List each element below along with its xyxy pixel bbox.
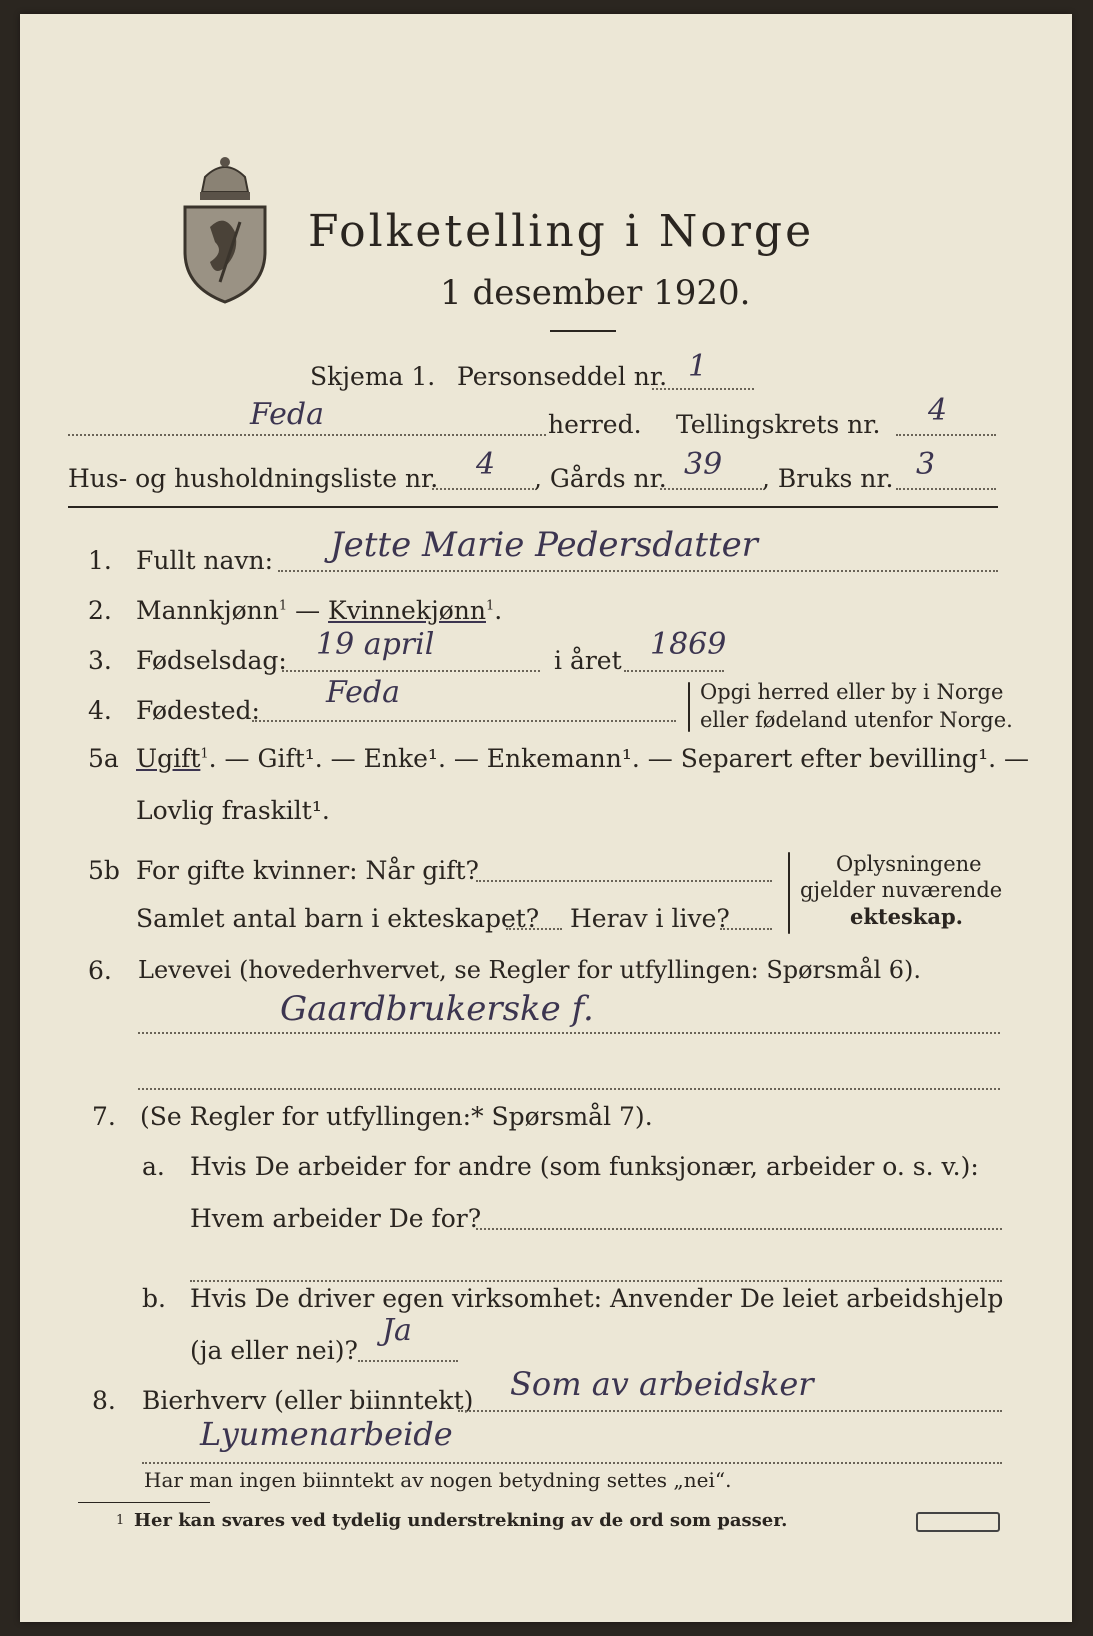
q8-value1[interactable]: Som av arbeidsker (510, 1365, 814, 1403)
q3-number: 3. (88, 646, 112, 675)
hus-value[interactable]: 4 (476, 447, 496, 482)
norwegian-coat-of-arms-icon (180, 152, 270, 307)
q7b-answer-line (358, 1360, 458, 1362)
q5b-note-brace (788, 852, 790, 934)
census-form-page (20, 14, 1072, 1622)
q8-number: 8. (92, 1386, 116, 1415)
q8-note: Har man ingen biinntekt av nogen betydning settes „nei“. (144, 1468, 732, 1492)
q5b-alive-line (720, 928, 772, 930)
q4-value[interactable]: Feda (326, 675, 401, 710)
tellingskrets-label: Tellingskrets nr. (676, 410, 881, 439)
q4-note-line1: Opgi herred eller by i Norge (700, 680, 1004, 704)
q3-label: Fødselsdag: (136, 646, 287, 675)
q4-note-brace (688, 682, 690, 732)
q5b-note-line3: ekteskap. (850, 904, 963, 929)
gards-line (660, 488, 762, 490)
form-title: Folketelling i Norge (308, 206, 815, 257)
q7a-letter: a. (142, 1152, 165, 1181)
q2-options: Mannkjønn$^1$ — Kvinnekjønn$^1$. (136, 596, 503, 625)
q6-line1 (138, 1032, 1000, 1034)
q7b-letter: b. (142, 1284, 166, 1313)
q5b-note-line1: Oplysningene (836, 852, 982, 876)
q1-value[interactable]: Jette Marie Pedersdatter (330, 525, 758, 565)
footnote-mark: 1 (116, 1513, 125, 1528)
header-divider (68, 506, 998, 508)
q1-line (278, 570, 998, 572)
q7b-line1: Hvis De driver egen virksomhet: Anvender De leiet arbeidshjelp (190, 1284, 1004, 1313)
q8-label: Bierhverv (eller biinntekt) (142, 1386, 474, 1415)
q1-label: Fullt navn: (136, 546, 274, 575)
personseddel-label: Personseddel nr. (457, 362, 668, 391)
q4-line (252, 720, 676, 722)
tellingskrets-line (896, 434, 996, 436)
q6-value[interactable]: Gaardbrukerske f. (280, 989, 594, 1029)
herred-line (68, 434, 546, 436)
footnote-divider (78, 1502, 210, 1503)
herred-value[interactable]: Feda (250, 397, 325, 432)
q8-line1 (458, 1410, 1002, 1412)
q5b-number: 5b (88, 856, 120, 885)
q4-note-line2: eller fødeland utenfor Norge. (700, 708, 1013, 732)
bruks-value[interactable]: 3 (916, 447, 936, 482)
q5a-number: 5a (88, 744, 119, 773)
footnote-text: Her kan svares ved tydelig understrekning av de ord som passer. (134, 1510, 788, 1531)
q5b-note-line2: gjelder nuværende (800, 878, 1003, 902)
q3-year-label: i året (554, 646, 622, 675)
q7a-employer-line (476, 1228, 1002, 1230)
q7a-line2: Hvem arbeider De for? (190, 1204, 482, 1233)
gards-label: , Gårds nr. (534, 464, 667, 493)
q8-line2 (142, 1462, 1002, 1464)
bruks-line (896, 488, 996, 490)
q5a-options: Ugift$^1$. — Gift¹. — Enke¹. — Enkemann¹. — Separert efter bevilling¹. — (136, 744, 1029, 773)
gards-value[interactable]: 39 (684, 447, 723, 482)
q7a-line1: Hvis De arbeider for andre (som funksjonær, arbeider o. s. v.): (190, 1152, 979, 1181)
q4-label: Fødested: (136, 696, 260, 725)
herred-label: herred. (548, 410, 642, 439)
bruks-label: , Bruks nr. (762, 464, 894, 493)
hus-label: Hus- og husholdningsliste nr. (68, 464, 439, 493)
printer-mark-icon (916, 1512, 1000, 1532)
q5b-line2a: Samlet antal barn i ekteskapet? (136, 904, 540, 933)
q7b-value[interactable]: Ja (382, 1313, 412, 1348)
hus-line (432, 488, 534, 490)
q3-year-line (624, 670, 724, 672)
q5b-line1: For gifte kvinner: Når gift? (136, 856, 479, 885)
q5a-ugift-selected[interactable]: Ugift (136, 744, 201, 773)
q4-number: 4. (88, 696, 112, 725)
q7b-line2: (ja eller nei)? (190, 1336, 358, 1365)
q5b-children-line (506, 928, 562, 930)
q5a-line2[interactable]: Lovlig fraskilt¹. (136, 796, 330, 825)
q6-label: Levevei (hovederhvervet, se Regler for utfyllingen: Spørsmål 6). (138, 956, 922, 984)
q5b-line2b: Herav i live? (570, 904, 730, 933)
q7a-employer-line2 (190, 1280, 1002, 1282)
form-date: 1 desember 1920. (440, 273, 751, 313)
q3-value[interactable]: 19 april (316, 627, 435, 662)
q6-number: 6. (88, 956, 112, 985)
q8-value2[interactable]: Lyumenarbeide (200, 1415, 453, 1453)
personseddel-line (652, 388, 754, 390)
q2-female-selected[interactable]: Kvinnekjønn (328, 596, 486, 625)
q6-line2 (138, 1088, 1000, 1090)
q3-line (282, 670, 540, 672)
q7-label: (Se Regler for utfyllingen:* Spørsmål 7). (140, 1102, 653, 1131)
q7-number: 7. (92, 1102, 116, 1131)
tellingskrets-value[interactable]: 4 (928, 393, 948, 428)
title-divider (550, 330, 616, 332)
q3-year-value[interactable]: 1869 (650, 627, 727, 662)
q5b-married-line (476, 880, 772, 882)
skjema-label: Skjema 1. (310, 362, 436, 391)
personseddel-value[interactable]: 1 (688, 349, 708, 384)
q1-number: 1. (88, 546, 112, 575)
q2-male[interactable]: Mannkjønn (136, 596, 279, 625)
q2-number: 2. (88, 596, 112, 625)
